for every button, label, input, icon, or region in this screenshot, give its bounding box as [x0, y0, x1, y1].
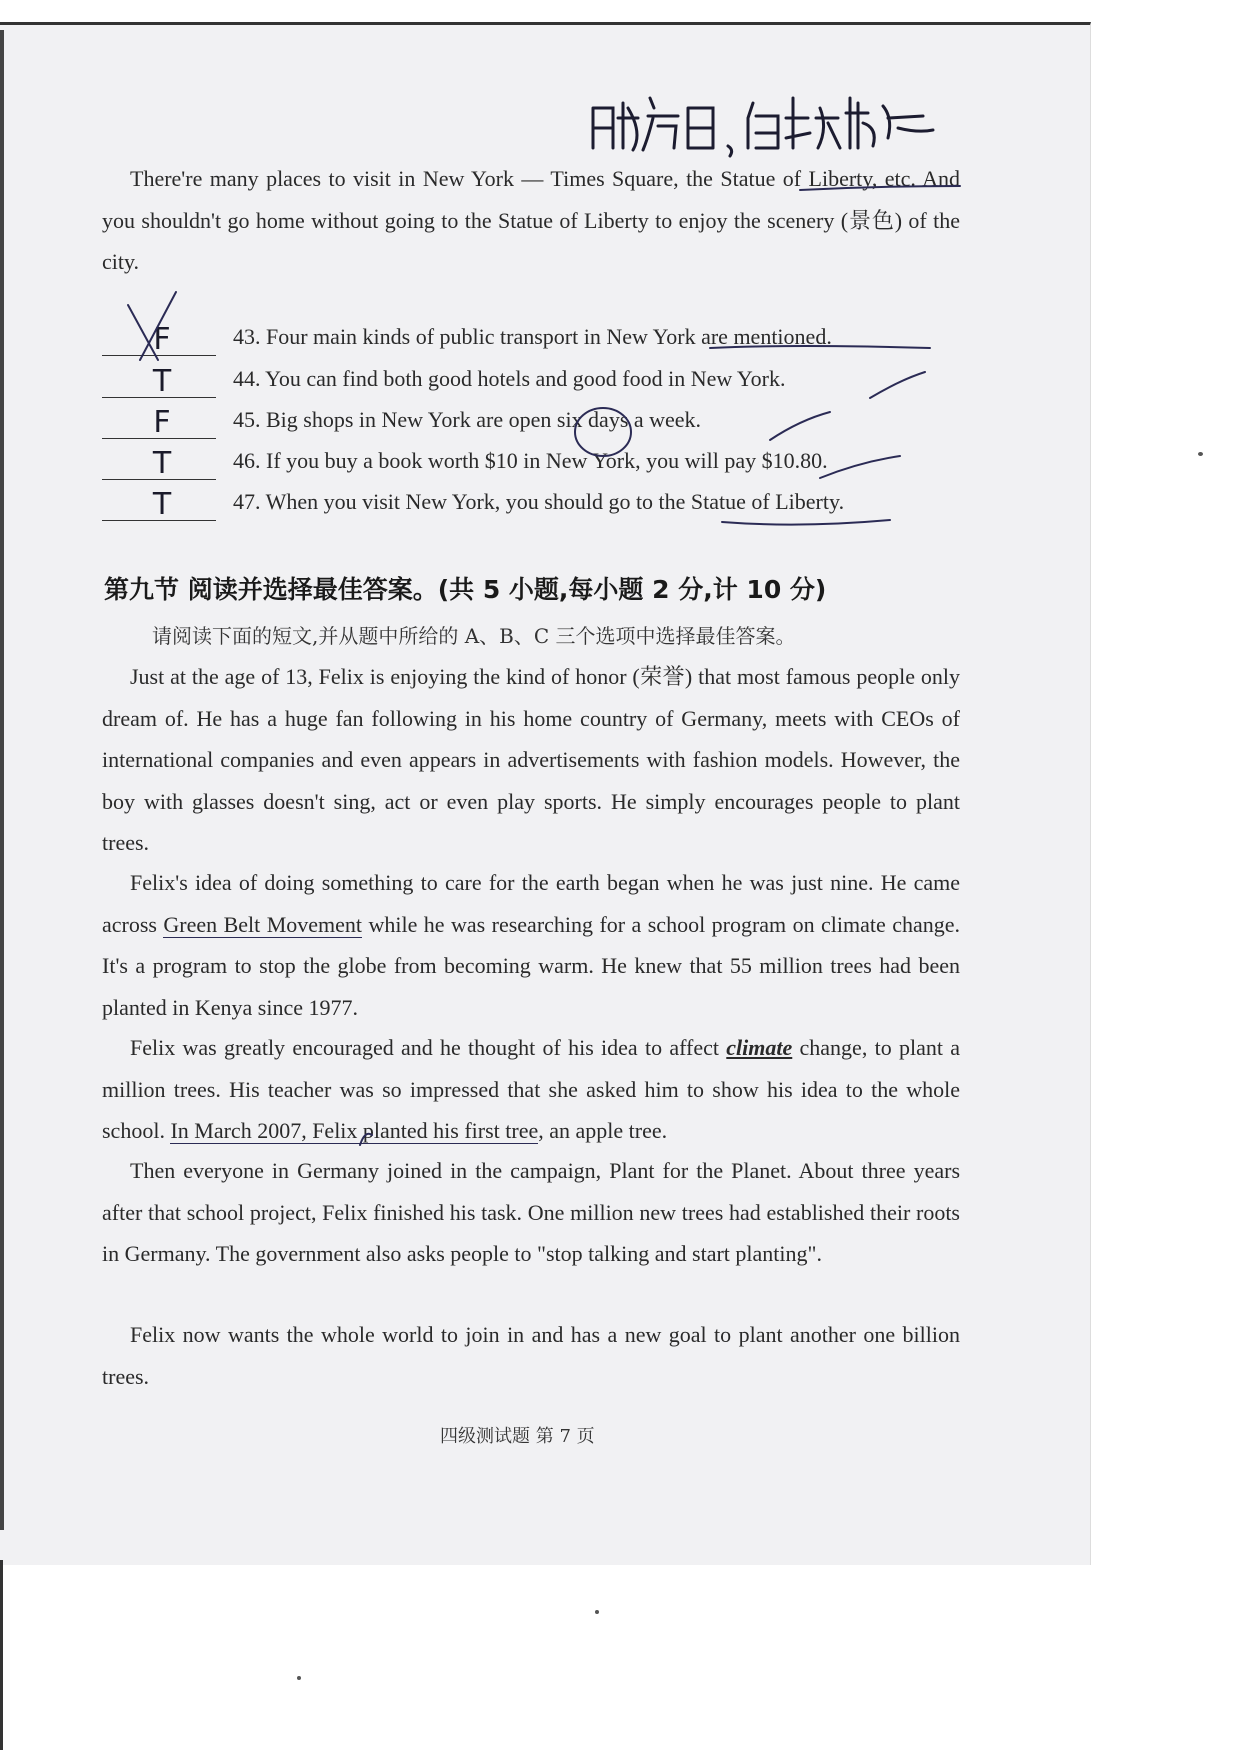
statement-text: 44. You can find both good hotels and good food in New York.	[233, 366, 786, 391]
statement-text: 47. When you visit New York, you should go to the Statue of Liberty.	[233, 489, 845, 514]
page-footer: 四级测试题 第 7 页	[440, 1426, 595, 1447]
scan-edge-shadow-lower	[0, 1560, 3, 1750]
section-title: 第九节 阅读并选择最佳答案。(共 5 小题,每小题 2 分,计 10 分)	[104, 575, 827, 604]
scan-speck	[297, 1676, 301, 1680]
handwritten-answer: T	[152, 446, 172, 481]
text-run: Felix's idea of doing something to care for the earth began when he was just nine. He came across	[102, 870, 960, 937]
tf-item-46[interactable]	[102, 446, 962, 486]
passage-paragraph-1: Just at the age of 13, Felix is enjoying the kind of honor (荣誉) that most famous people only dream of. He has a huge fan following in his home country of Germany, meets with CEOs of international companies and even appears in advertisements with fashion models. However, the boy with glasses doesn't sing, act or even play sports. He simply encourages people to plant trees.	[102, 664, 960, 855]
handwritten-answer: F	[153, 405, 171, 440]
intro-paragraph: There're many places to visit in New York — Times Square, the Statue of Liberty, etc. And you shouldn't go home without going to the Statue of Liberty to enjoy the scenery (景色) of the city.	[102, 166, 960, 274]
passage-paragraph-5: Felix now wants the whole world to join in and has a new goal to plant another one billion trees.	[102, 1322, 960, 1389]
text-run: , an apple tree.	[538, 1118, 668, 1143]
scan-speck	[595, 1610, 599, 1614]
handwritten-answer: T	[152, 364, 172, 399]
target-word: climate	[726, 1035, 793, 1060]
statement-text: 43. Four main kinds of public transport in New York are mentioned.	[233, 324, 832, 349]
tf-item-47[interactable]	[102, 487, 962, 527]
text-run: Felix was greatly encouraged and he thought of his idea to affect	[130, 1035, 727, 1060]
tf-item-44[interactable]	[102, 364, 962, 404]
scan-edge-shadow	[0, 30, 4, 1530]
statement-text: 45. Big shops in New York are open six days a week.	[233, 407, 702, 432]
underlined-phrase: In March 2007, Felix planted his first tree	[170, 1118, 539, 1143]
text-run: while he was researching for a school program on climate change. It's a program to stop the globe from becoming warm. He knew that 55 million trees had been planted in Kenya since 1977.	[102, 911, 960, 1020]
handwritten-note	[588, 78, 938, 158]
handwritten-answer: T	[152, 487, 172, 522]
passage-paragraph-3	[102, 1027, 960, 1152]
passage-paragraph-2	[102, 862, 960, 1028]
tf-item-45[interactable]	[102, 405, 962, 445]
handwritten-answer: F	[153, 322, 171, 357]
statement-text: 46. If you buy a book worth $10 in New York, you will pay $10.80.	[233, 448, 828, 473]
passage-paragraph-4: Then everyone in Germany joined in the campaign, Plant for the Planet. About three years after that school project, Felix finished his task. One million new trees had established their roots in Germany. The government also asks people to "stop talking and start planting".	[102, 1158, 960, 1266]
scan-speck	[1198, 452, 1203, 456]
section-instruction: 请阅读下面的短文,并从题中所给的 A、B、C 三个选项中选择最佳答案。	[152, 624, 796, 648]
text-run: change, to plant a million trees. His teacher was so impressed that she asked him to show his idea to the whole school.	[102, 1035, 960, 1143]
tf-item-43[interactable]	[102, 322, 962, 362]
underlined-phrase: Green Belt Movement	[163, 911, 363, 937]
